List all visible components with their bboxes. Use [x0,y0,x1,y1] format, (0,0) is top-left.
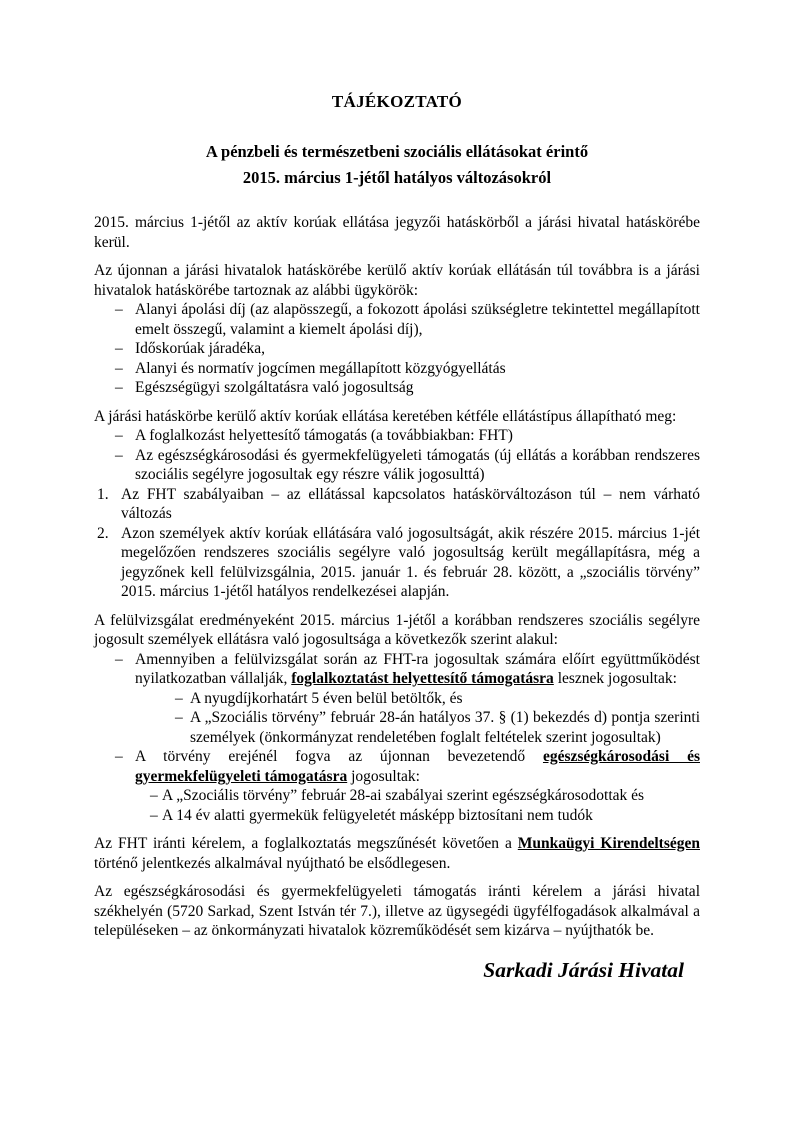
types-list [94,426,700,485]
subtitle-line-2: 2015. március 1-jétől hatályos változásokról [242,168,552,187]
list-item: – Alanyi ápolási díj (az alapösszegű, a fokozott ápolási szükségletre tekintettel megállapított emelt összegű, valamint a kiemelt ápolási díj), [94,300,700,339]
sub-list-item: – A nyugdíjkorhatárt 5 éven belül betöltők, és [94,689,700,709]
list-item: – A foglalkozást helyettesítő támogatás (a továbbiakban: FHT) [94,426,700,446]
list-number: 2. [97,524,109,542]
document-subtitle [94,139,700,191]
types-intro-paragraph: A járási hatáskörbe kerülő aktív korúak ellátása keretében kétféle ellátástípus állapítható meg: [94,407,677,425]
sub-list-item: – A 14 év alatti gyermekük felügyeletét másképp biztosítani nem tudók [94,806,700,826]
list-item: – Időskorúak járadéka, [94,339,700,359]
list-item-health: – A törvény erejénél fogva az újonnan bevezetendő egészségkárosodási és gyermekfelügyeleti támogatásra jogosultak: [94,747,700,786]
list-item: – Egészségügyi szolgáltatásra való jogosultság [94,378,700,398]
intro-paragraph: 2015. március 1-jétől az aktív korúak ellátása jegyzői hatáskörből a járási hivatal hatáskörébe kerül. [94,214,700,251]
numbered-item [94,485,700,524]
signature: Sarkadi Járási Hivatal [483,957,684,982]
scope-intro-paragraph: Az újonnan a járási hivatalok hatáskörébe kerülő aktív korúak ellátásán túl továbbra is a járási hivatalok hatáskörébe tartoznak az alábbi ügykörök: [94,262,700,299]
list-item-fht: – Amennyiben a felülvizsgálat során az FHT-ra jogosultak számára előírt együttműködést nyilatkozatban vállalják, foglalkoztatást helyettesítő támogatásra lesznek jogosultak: [94,650,700,689]
numbered-item-text: Az FHT szabályaiban – az ellátással kapcsolatos hatáskörváltozáson túl – nem várható változás [121,485,700,522]
numbered-item [94,524,700,602]
list-number: 1. [97,485,109,503]
review-list [94,650,700,826]
subtitle-line-1: A pénzbeli és természetbeni szociális ellátásokat érintő [205,142,589,161]
scope-list [94,300,700,398]
review-intro-paragraph: A felülvizsgálat eredményeként 2015. március 1-jétől a korábban rendszeres szociális segélyre jogosult személyek ellátásra való jogosultsága a következők szerint alakul: [94,611,700,648]
list-item: – Az egészségkárosodási és gyermekfelügyeleti támogatás (új ellátás a korábban rendszeres szociális segélyre jogosultak egy részre válik jogosulttá) [94,446,700,485]
list-item: – Alanyi és normatív jogcímen megállapított közgyógyellátás [94,359,700,379]
document-title: TÁJÉKOZTATÓ [331,92,463,111]
numbered-list [94,485,700,602]
health-application-paragraph: Az egészségkárosodási és gyermekfelügyeleti támogatás iránti kérelem a járási hivatal székhelyén (5720 Sarkad, Szent István tér 7.), illetve az ügysegédi ügyfélfogadások alkalmával a településeken – az önkormányzati hivatalok közreműködését sem kizárva – nyújthatók be. [94,883,700,939]
numbered-item-text: Azon személyek aktív korúak ellátására való jogosultságát, akik részére 2015. március 1-jét megelőzően rendszeres szociális segélyre való jogosultság került megállapításra, még a jegyzőnek kell felülvizsgálnia, 2015. január 1. és február 28. között, a „szociális törvény” 2015. március 1-jétől hatályos rendelkezései alapján. [121,524,700,600]
sub-list-item: – A „Szociális törvény” február 28-ai szabályai szerint egészségkárosodottak és [94,786,700,806]
fht-application-paragraph: Az FHT iránti kérelem, a foglalkoztatás megszűnését követően a Munkaügyi Kirendeltségen történő jelentkezés alkalmával nyújtható be elsődlegesen. [94,835,700,872]
sub-list-item: – A „Szociális törvény” február 28-án hatályos 37. § (1) bekezdés d) pontja szerinti személyek (önkormányzat rendeletében foglalt feltételek szerint jogosultak) [94,708,700,747]
